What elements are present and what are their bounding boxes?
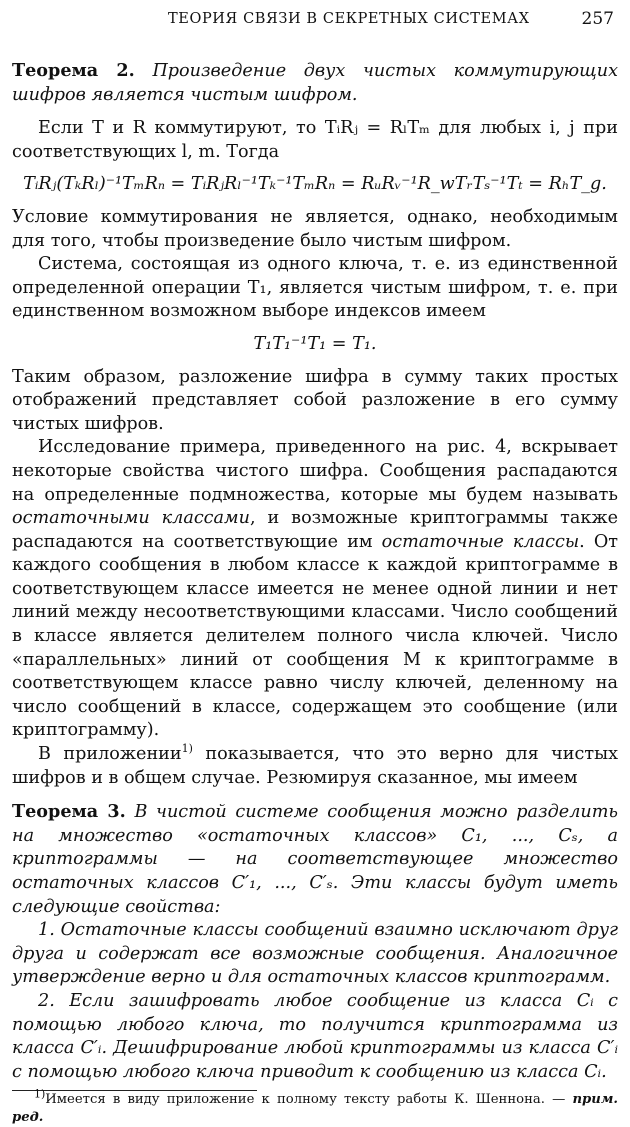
example-text-3: . От каждого сообщения в любом классе к каждой криптограмме в соответствующем классе имеется не менее одной линии и нет линий между несоответствующими классами. Число сообщений в классе является делителем полного числа ключей. Число «параллельных» линий от сообщения M к криптограмме в соответствующем классе равно числу ключей, деленному на число сообщений в классе, содержащем это сообщение (или криптограмму).	[12, 531, 619, 741]
theorem-3-property-2: 2. Если зашифровать любое сообщение из класса Cᵢ с помощью любого ключа, то получится криптограмма из класса C′ᵢ. Дешифрирование любой криптограммы из класса C′ᵢ с помощью любого ключа приводит к сообщению из класса Cᵢ.	[12, 990, 618, 1082]
running-head	[0, 8, 630, 32]
term-residue-classes-2: остаточные классы	[381, 531, 580, 552]
equation-product: TᵢRⱼ(TₖRₗ)⁻¹TₘRₙ = TᵢRⱼRₗ⁻¹Tₖ⁻¹TₘRₙ = RᵤRᵥ⁻¹R_wTᵣTₛ⁻¹Tₜ = RₕT_g.	[23, 174, 607, 195]
term-residue-classes: остаточными классами	[12, 508, 250, 529]
paragraph-example	[12, 436, 618, 743]
theorem-3-label: Теорема 3.	[12, 801, 126, 823]
theorem-2-label: Теорема 2.	[12, 60, 135, 81]
running-head-title: ТЕОРИЯ СВЯЗИ В СЕКРЕТНЫХ СИСТЕМАХ	[168, 11, 530, 27]
footnote-text: Имеется в виду приложение к полному тексту работы К. Шеннона. —	[45, 1092, 573, 1108]
page-number: 257	[581, 9, 614, 29]
footnote-ref: 1)	[181, 742, 193, 756]
footnote-mark: 1)	[34, 1087, 46, 1101]
footnote	[12, 1087, 618, 1127]
theorem-2-text: Произведение двух чистых коммутирующих шифров является чистым шифром.	[12, 61, 618, 105]
paragraph-decomposition: Таким образом, разложение шифра в сумму таких простых отображений представляет собой разложение в его сумму чистых шифров.	[12, 366, 618, 434]
theorem-3-property-1: 1. Остаточные классы сообщений взаимно исключают друг друга и содержат все возможные сообщения. Аналогичное утверждение верно и для остаточных классов криптограмм.	[12, 920, 618, 988]
theorem-2	[12, 59, 618, 107]
example-text-1: Исследование примера, приведенного на рис. 4, вскрывает некоторые свойства чистого шифра. Сообщения распадаются на определенные подмножества, которые мы будем называть	[12, 437, 618, 505]
spacer	[12, 790, 618, 800]
theorem-3	[12, 800, 618, 919]
paragraph-condition: Условие коммутирования не является, однако, необходимым для того, чтобы произведение было чистым шифром.	[12, 206, 618, 251]
editor-note: прим. ред.	[12, 1092, 618, 1126]
theorem-3-text: В чистой системе сообщения можно разделить на множество «остаточных классов» C₁, ..., Cₛ, а криптограммы — на соответствующее множество остаточных классов C′₁, ..., C′ₛ. Эти классы будут иметь следующие свойства:	[12, 802, 618, 917]
equation-single-key: T₁T₁⁻¹T₁ = T₁.	[253, 333, 377, 354]
example-text-2: , и возможные криптограммы также распадаются на соответствующие им	[12, 508, 618, 552]
paragraph-appendix	[12, 743, 618, 790]
appendix-text-2: показывается, что это верно для чистых шифров и в общем случае. Резюмируя сказанное, мы имеем	[12, 744, 618, 788]
spacer	[12, 107, 618, 117]
paragraph-commute: Если T и R коммутируют, то TᵢRⱼ = RₗTₘ для любых i, j при соответствующих l, m. Тогда	[12, 118, 618, 162]
page-content	[12, 59, 618, 1127]
paragraph-single-key: Система, состоящая из одного ключа, т. е. из единственной определенной операции T₁, является чистым шифром, т. е. при единственном возможном выборе индексов имеем	[12, 254, 618, 322]
appendix-text-1: В приложении	[38, 744, 182, 765]
